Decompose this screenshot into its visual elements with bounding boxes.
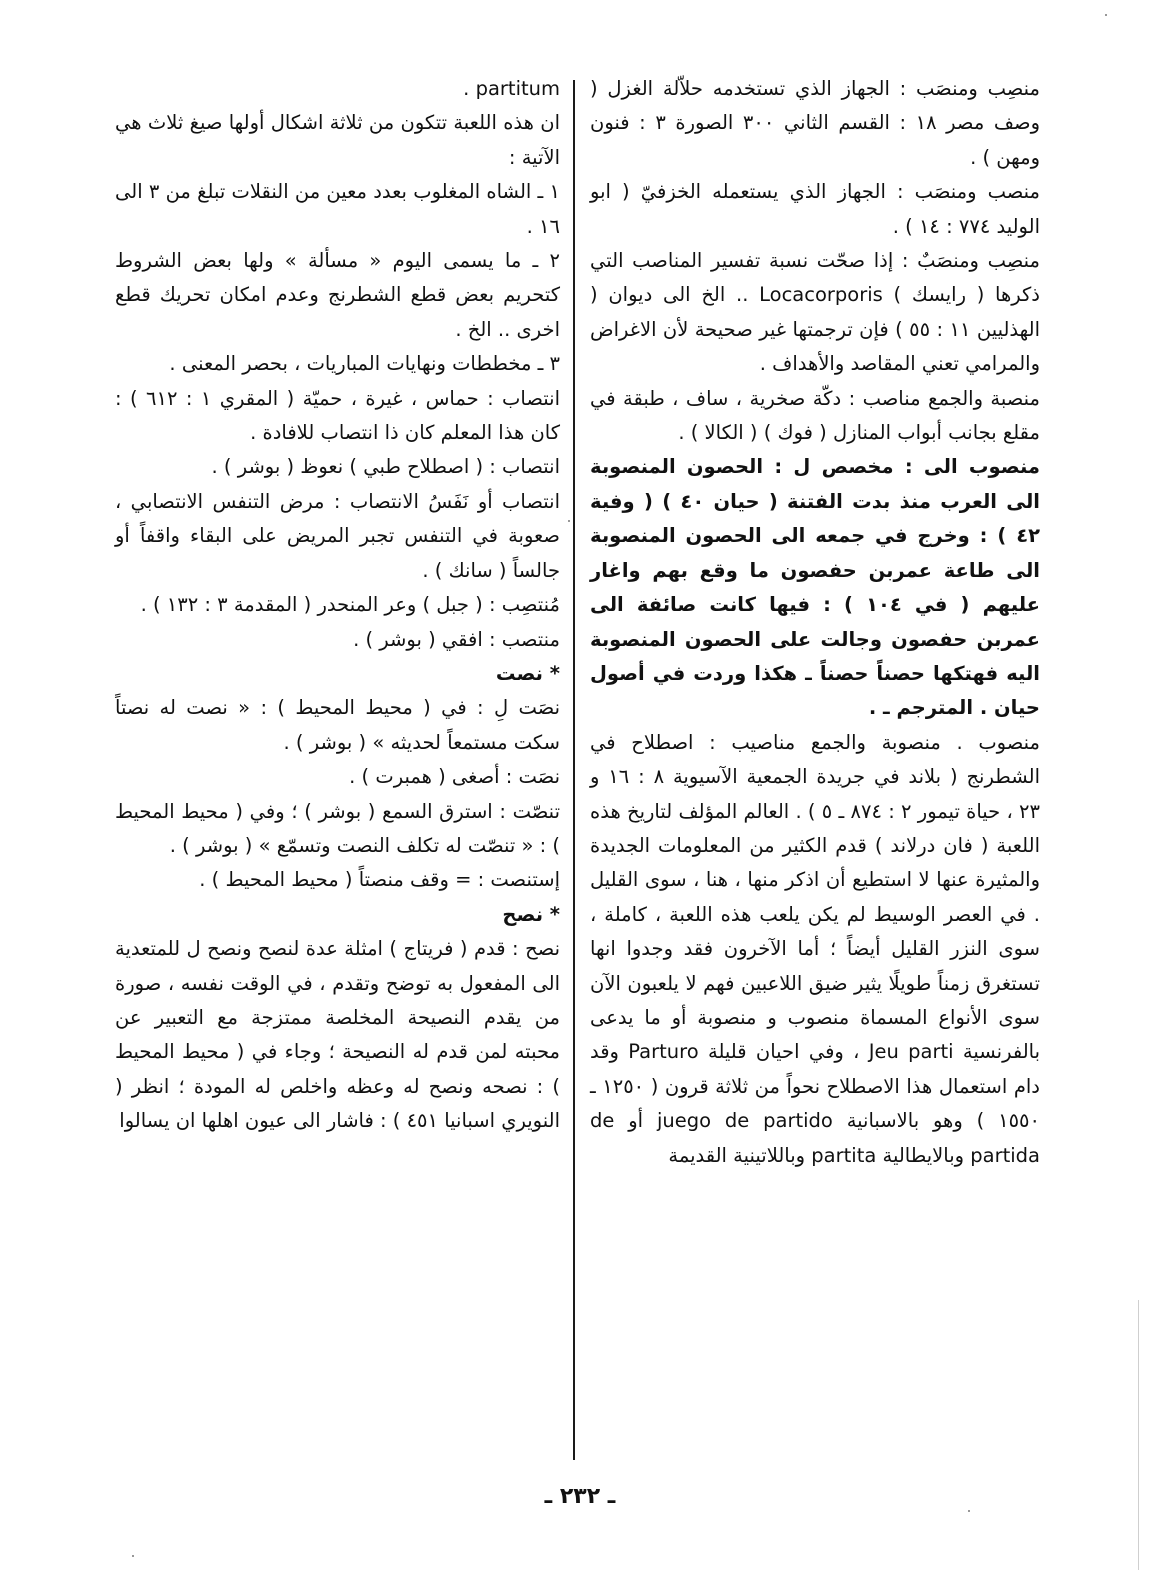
entry-list-item-3: ٣ ـ مخططات ونهايات المباريات ، بحصر المعنى .	[169, 352, 560, 376]
entry-tanassata: تنصّت : استرق السمع ( بوشر ) ؛ وفي ( محيط المحيط ) : « تنصّت له تكلف النصت وتسمّع » ( بوشر ) .	[115, 799, 560, 857]
entry-mansib-spinning: منصِب ومنصَب : الجهاز الذي تستخدمه حلاّلة الغزل ( وصف مصر ١٨ : القسم الثاني ٣٠٠ الصورة ٣ : فنون ومهن ) .	[590, 77, 1041, 169]
entry-mansaba: منصبة والجمع مناصب : دكّة صخرية ، ساف ، طبقة في مقلع بجانب أبواب المنازل ( فوك ) ( الكالا ) .	[590, 386, 1040, 445]
entry-mansib-pottery: منصب ومنصَب : الجهاز الذي يستعمله الخزفيّ ( ابو الوليد ٧٧٤ : ١٤ ) .	[590, 180, 1040, 238]
page-number: ـ ٢٣٢ ـ	[544, 1484, 616, 1509]
heading-nasata: * نصت	[495, 661, 560, 685]
entry-mansib-locacorporis: منصِب ومنصَبٌ : إذا صحّت نسبة تفسير المناصب التي ذكرها ( رايسك ) Locacorporis .. الخ الى ديوان ( الهذليين ١١ : ٥٥ ) فإن ترجمتها غير صحيحة لأن الاغراض والمرامي تعني المقاصد والأهداف .	[590, 249, 1040, 376]
entry-nasata-li: نصَت لِ : في ( محيط المحيط ) : « نصت له نصتاً سكت مستمعاً لحديثه » ( بوشر ) .	[115, 696, 560, 754]
entry-istansata: إستنصت : = وقف منصتاً ( محيط المحيط ) .	[199, 868, 560, 892]
right-column	[590, 72, 1040, 1173]
scan-speck	[132, 1555, 134, 1557]
left-column	[115, 72, 560, 1139]
scan-edge-line	[1138, 1300, 1139, 1570]
scan-speck	[568, 520, 570, 522]
scan-speck	[1105, 14, 1107, 16]
entry-nasata-listen: نصَت : أصغى ( همبرت ) .	[349, 765, 560, 789]
heading-nasaha: * نصح	[502, 902, 560, 926]
entry-partitum: partitum .	[463, 77, 560, 100]
entry-intisab-zeal: انتصاب : حماس ، غيرة ، حميّة ( المقري ١ : ٦١٢ ) : كان هذا المعلم كان ذا انتصاب للافادة .	[115, 386, 560, 445]
entry-intisab-breath: انتصاب أو نَفَسُ الانتصاب : مرض التنفس الانتصابي ، صعوبة في التنفس تجبر المريض على البقاء واقفاً أو جالساً ( سانك ) .	[115, 489, 560, 582]
entry-three-forms: ان هذه اللعبة تتكون من ثلاثة اشكال أولها صيغ ثلاث هي الآتية :	[115, 111, 560, 169]
entry-mansub-chess: منصوب . منصوبة والجمع مناصيب : اصطلاح في الشطرنج ( بلاند في جريدة الجمعية الآسيوية ٨ : ١٦ و ٢٣ ، حياة تيمور ٢ : ٨٧٤ ـ ٥ ) . العالم المؤلف لتاريخ هذه اللعبة ( فان درلاند ) قدم الكثير من المعلومات الجديدة والمثيرة عنها لا استطيع أن اذكر منها ، هنا ، سوى القليل . في العصر الوسيط لم يكن يلعب هذه اللعبة ، كاملة ، سوى النزر القليل أيضاً ؛ أما الآخرون فقد وجدوا انها تستغرق زمناً طويلًا يثير ضيق اللاعبين فهم لا يلعبون الآن سوى الأنواع المسماة منصوب و منصوبة أو ما يدعى بالفرنسية Jeu parti ، وفي احيان قليلة Parturo وقد دام استعمال هذا الاصطلاح نحواً من ثلاثة قرون ( ١٢٥٠ ـ ١٥٥٠ ) وهو بالاسبانية juego de partido أو de partida وبالايطالية partita وباللاتينية القديمة	[590, 730, 1041, 1167]
column-divider	[573, 80, 575, 1460]
entry-mansub-ila: منصوب الى : مخصص ل : الحصون المنصوبة الى العرب منذ بدت الفتنة ( حيان ٤٠ ) ( وفية ٤٢ ) : وخرج في جمعه الى الحصون المنصوبة الى طاعة عمربن حفصون ما وقع بهم واغار عليهم ( في ١٠٤ ) : فيها كانت صائفة الى عمربن حفصون وجالت على الحصون المنصوبة اليه فهتكها حصناً حصناً ـ هكذا وردت في أصول حيان . المترجم ـ .	[590, 455, 1040, 720]
entry-nasaha: نصح : قدم ( فريتاج ) امثلة عدة لنصح ونصح ل للمتعدية الى المفعول به توضح وتقدم ، في الوقت نفسه ، صورة من يقدم النصيحة المخلصة ممتزجة مع التعبير عن محبته لمن قدم له النصيحة ؛ وجاء في ( محيط المحيط ) : نصحه ونصح له وعظه واخلص له المودة ؛ انظر ( النويري اسبانيا ٤٥١ ) : فاشار الى عيون اهلها ان يسالوا	[115, 937, 560, 1133]
entry-muntasib-mountain: مُنتصِب : ( جبل ) وعر المنحدر ( المقدمة ٣ : ١٣٢ ) .	[140, 593, 560, 617]
scan-speck	[968, 1510, 970, 1512]
entry-intisab-medical: انتصاب : ( اصطلاح طبي ) نعوظ ( بوشر ) .	[211, 455, 560, 479]
entry-list-item-1: ١ ـ الشاه المغلوب بعدد معين من النقلات تبلغ من ٣ الى ١٦ .	[115, 180, 560, 238]
entry-muntasib-horizontal: منتصب : افقي ( بوشر ) .	[353, 627, 560, 651]
entry-list-item-2: ٢ ـ ما يسمى اليوم « مسألة » ولها بعض الشروط كتحريم بعض قطع الشطرنج وعدم امكان تحريك قطع اخرى .. الخ .	[115, 249, 560, 341]
